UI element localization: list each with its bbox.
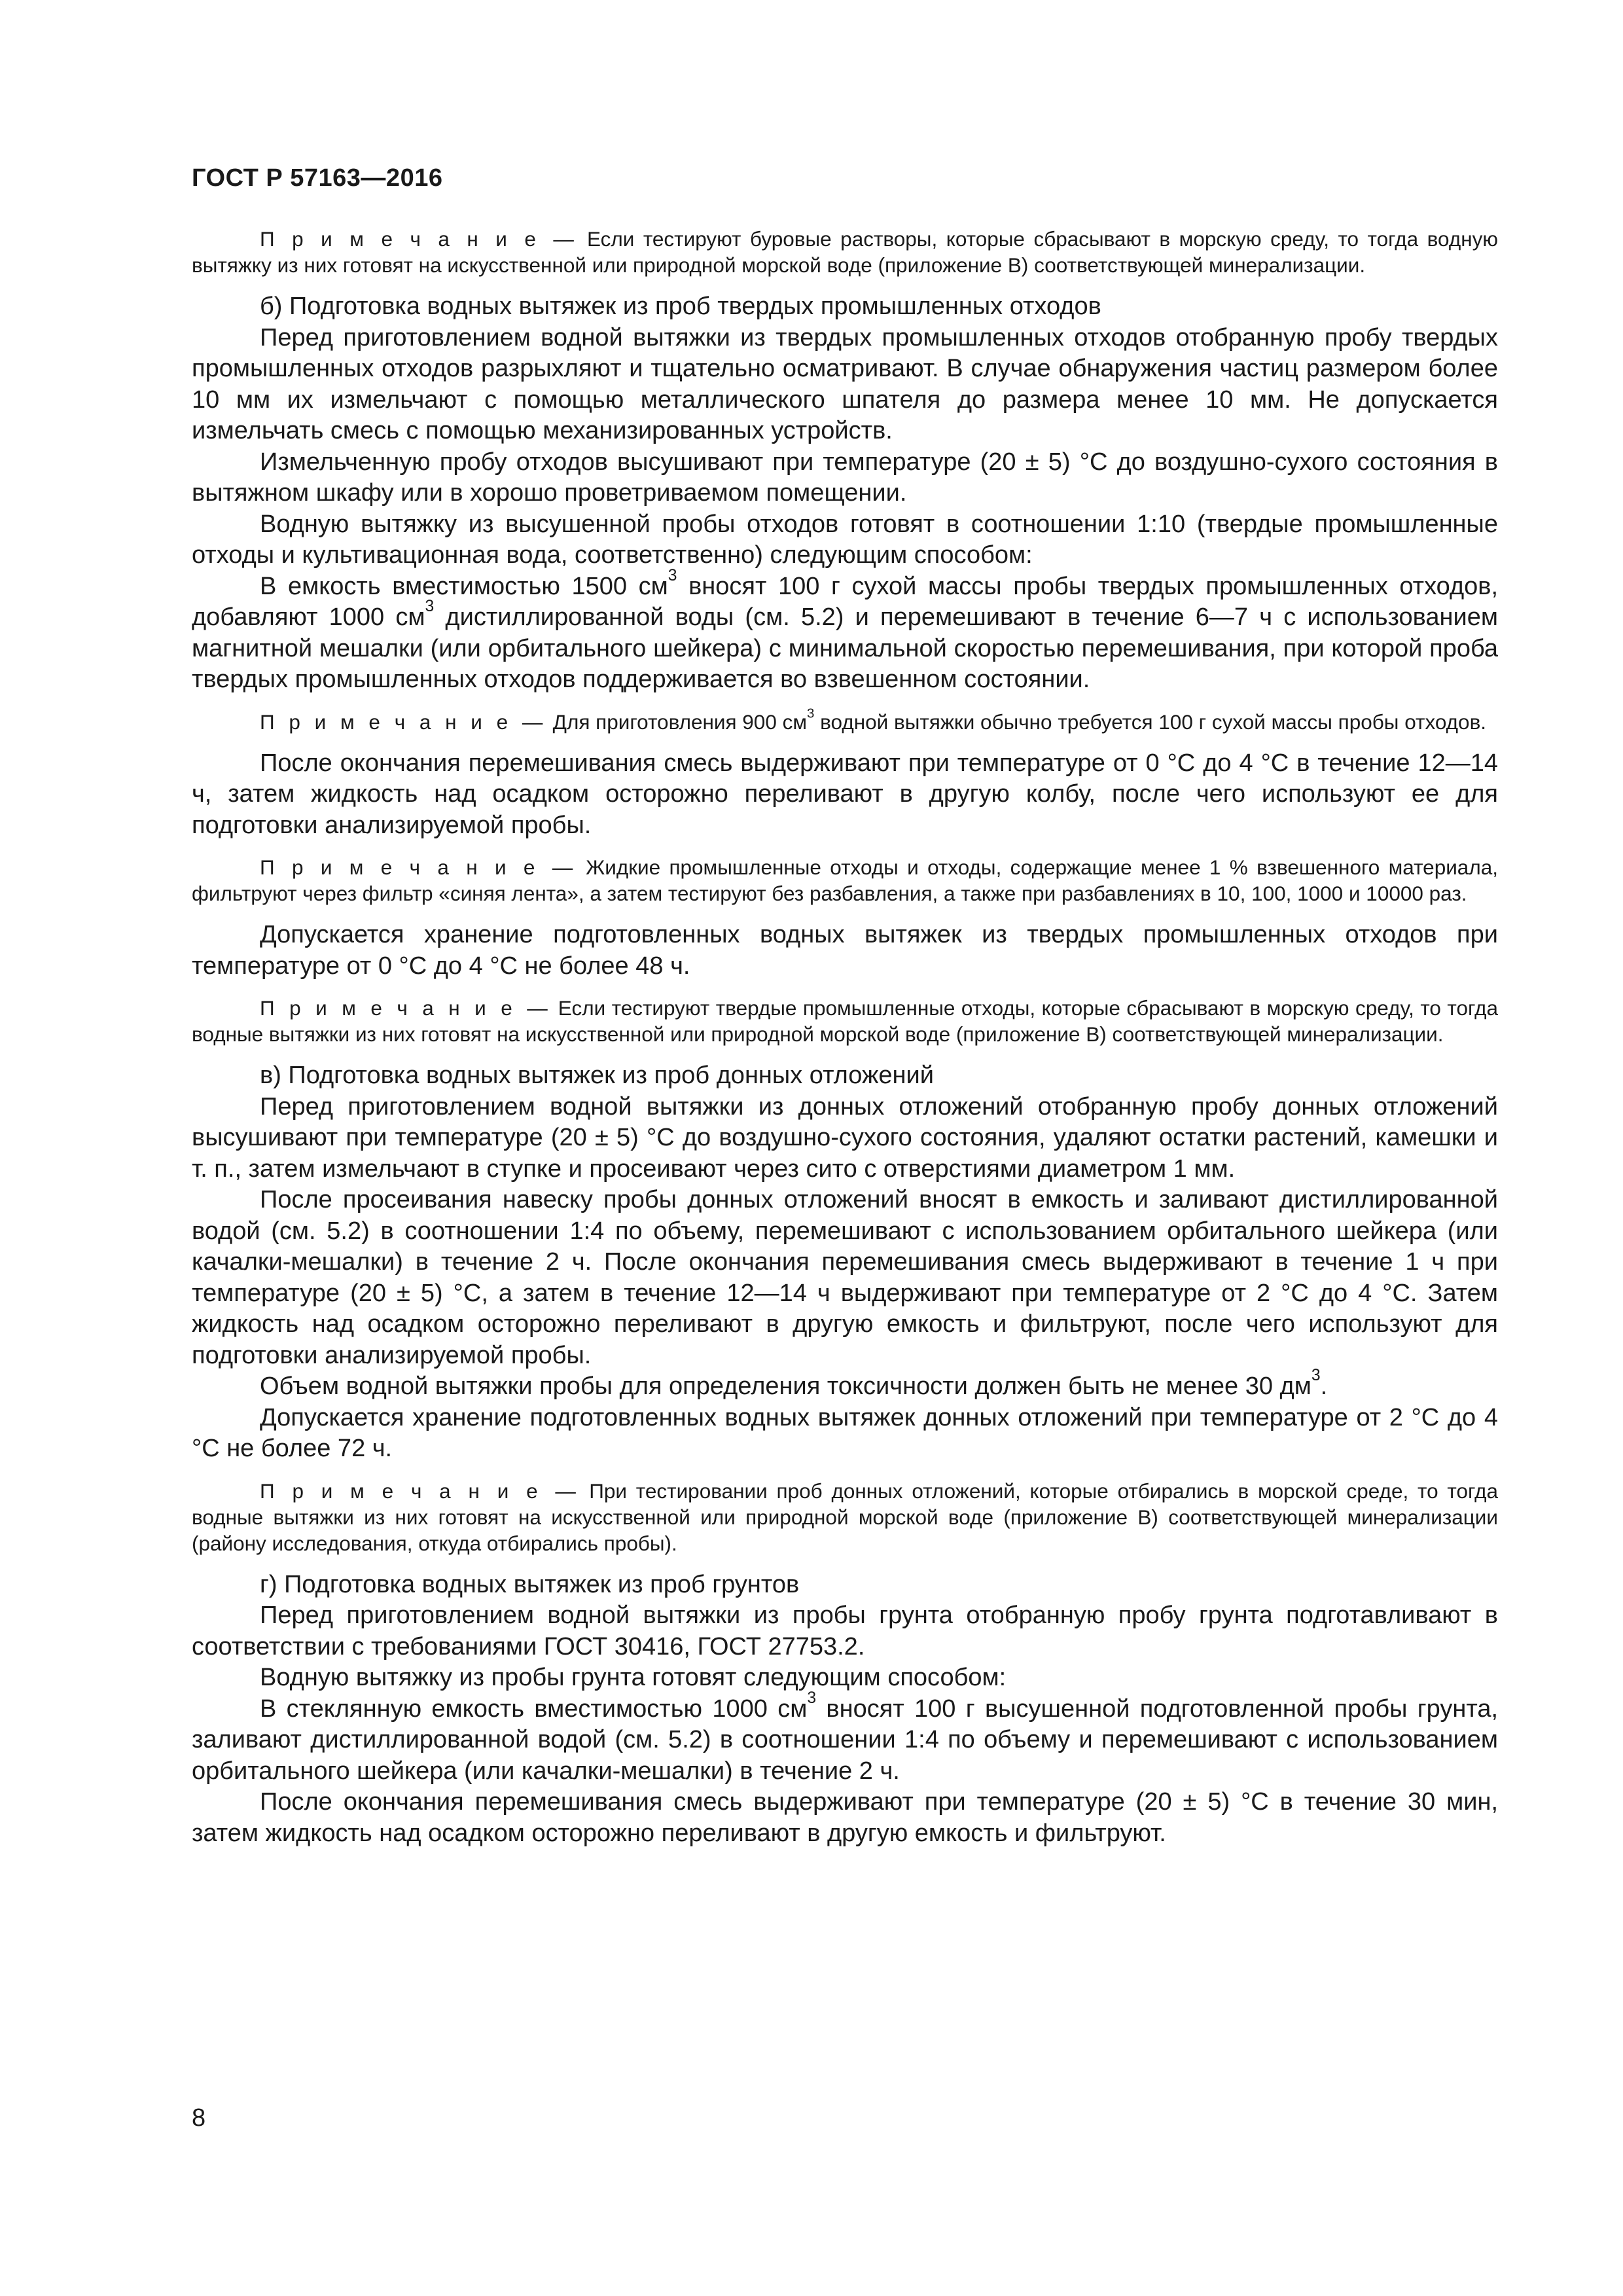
paragraph: Измельченную пробу отходов высушивают при температуре (20 ± 5) °С до воздушно-сухого состояния в вытяжном шкафу или в хорошо проветриваемом помещении. xyxy=(192,448,1498,507)
note-text: Если тестируют буровые растворы, которые сбрасывают в морскую среду, то тогда водную вытяжку из них готовят на искусственной или природной морской воде (приложение В) соответствующей минерализации. xyxy=(192,227,1498,277)
text-run: . xyxy=(1320,1372,1328,1400)
note-text: При тестировании проб донных отложений, которые отбирались в морской среде, то тогда водные вытяжки из них готовят на искусственной или природной морской воде (приложение В) соответствующей минерализации (району исследования, откуда отбирались пробы). xyxy=(192,1479,1498,1555)
section-g-heading: г) Подготовка водных вытяжек из проб грунтов xyxy=(260,1570,800,1598)
note-text: Если тестируют твердые промышленные отходы, которые сбрасывают в морскую среду, то тогда водные вытяжки из них готовят на искусственной или природной морской воде (приложение В) соответствующей минерализации. xyxy=(192,996,1498,1046)
text-run: Объем водной вытяжки пробы для определения токсичности должен быть не менее 30 дм xyxy=(260,1372,1311,1400)
paragraph: Водную вытяжку из высушенной пробы отходов готовят в соотношении 1:10 (твердые промышленные отходы и культивационная вода, соответственно) следующим способом: xyxy=(192,510,1498,569)
text-run: Для приготовления 900 см xyxy=(552,709,807,734)
paragraph xyxy=(192,1689,1499,1787)
text-run: В стеклянную емкость вместимостью 1000 см xyxy=(260,1695,808,1723)
paragraph: Перед приготовлением водной вытяжки из твердых промышленных отходов отобранную пробу твердых промышленных отходов разрыхляют и тщательно осматривают. В случае обнаружения частиц размером более 10 мм их измельчают с помощью металлического шпателя до размера менее 10 мм. Не допускается измельчать смесь с помощью механизированных устройств. xyxy=(192,323,1498,444)
note-label: П р и м е ч а н и е — xyxy=(260,709,547,734)
paragraph: После окончания перемешивания смесь выдерживают при температуре (20 ± 5) °С в течение 30 мин, затем жидкость над осадком осторожно переливают в другую емкость и фильтруют. xyxy=(192,1788,1498,1847)
superscript: 3 xyxy=(425,598,435,616)
paragraph xyxy=(192,1367,1498,1403)
text-run: водной вытяжки обычно требуется 100 г сухой массы пробы отходов. xyxy=(814,709,1487,734)
note-drilling-fluids xyxy=(192,226,1498,278)
document-header: ГОСТ Р 57163—2016 xyxy=(192,164,443,192)
text-run: вносят 100 г сухой массы пробы твердых промышленных отходов, добавляют 1000 см xyxy=(192,572,1499,631)
paragraph: Допускается хранение подготовленных водных вытяжек из твердых промышленных отходов при температуре от 0 °С до 4 °С не более 48 ч. xyxy=(192,921,1498,980)
paragraph: После просеивания навеску пробы донных отложений вносят в емкость и заливают дистиллированной водой (см. 5.2) в соотношении 1:4 по объему, перемешивают с использованием орбитального шейкера (или качалки-мешалки) в течение 2 ч. После окончания перемешивания смесь выдерживают в течение 1 ч при температуре (20 ± 5) °С, а затем в течение 12—14 ч выдерживают при температуре от 2 °С до 4 °С. Затем жидкость над осадком осторожно переливают в другую емкость и фильтруют, после чего используют для подготовки анализируемой пробы. xyxy=(192,1186,1498,1369)
note-label: П р и м е ч а н и е — xyxy=(260,855,577,879)
note-marine-waste xyxy=(192,995,1498,1047)
paragraph: Допускается хранение подготовленных водных вытяжек донных отложений при температуре от 2 °С до 4 °С не более 72 ч. xyxy=(192,1403,1498,1462)
note-text: Жидкие промышленные отходы и отходы, содержащие менее 1 % взвешенного материала, фильтруют через фильтр «синяя лента», а затем тестируют без разбавления, а также при разбавлениях в 10, 100, 1000 и 10000 раз. xyxy=(192,855,1498,905)
text-run: вносят 100 г высушенной подготовленной пробы грунта, заливают дистиллированной водой (см. 5.2) в соотношении 1:4 по объему и перемешивают с использованием орбитального шейкера (или качалки-мешалки) в течение 2 ч. xyxy=(192,1695,1499,1785)
note-label: П р и м е ч а н и е — xyxy=(260,996,552,1020)
paragraph: После окончания перемешивания смесь выдерживают при температуре от 0 °С до 4 °С в течение 12—14 ч, затем жидкость над осадком осторожно переливают в другую колбу, после чего используют ее для подготовки анализируемой пробы. xyxy=(192,749,1498,839)
superscript: 3 xyxy=(1311,1367,1321,1385)
paragraph: Водную вытяжку из пробы грунта готовят следующим способом: xyxy=(260,1664,1007,1691)
section-v-heading: в) Подготовка водных вытяжек из проб донных отложений xyxy=(260,1062,934,1089)
paragraph: Перед приготовлением водной вытяжки из пробы грунта отобранную пробу грунта подготавливают в соответствии с требованиями ГОСТ 30416, ГОСТ 27753.2. xyxy=(192,1602,1498,1660)
note-label: П р и м е ч а н и е — xyxy=(260,1479,580,1503)
paragraph xyxy=(192,566,1499,696)
note-label: П р и м е ч а н и е — xyxy=(260,227,579,251)
note-extract-volume xyxy=(192,706,1498,735)
text-run: дистиллированной воды (см. 5.2) и перемешивают в течение 6—7 ч с использованием магнитной мешалки (или орбитального шейкера) с минимальной скоростью перемешивания, при которой проба твердых промышленных отходов поддерживается во взвешенном состоянии. xyxy=(192,603,1498,693)
superscript: 3 xyxy=(807,706,815,721)
superscript: 3 xyxy=(807,1689,817,1707)
paragraph: Перед приготовлением водной вытяжки из донных отложений отобранную пробу донных отложений высушивают при температуре (20 ± 5) °С до воздушно-сухого состояния, удаляют остатки растений, камешки и т. п., затем измельчают в ступке и просеивают через сито с отверстиями диаметром 1 мм. xyxy=(192,1092,1498,1183)
section-b-heading: б) Подготовка водных вытяжек из проб твердых промышленных отходов xyxy=(260,293,1101,320)
text-run: В емкость вместимостью 1500 см xyxy=(260,572,668,600)
superscript: 3 xyxy=(668,566,677,584)
page-content xyxy=(192,226,1498,1849)
note-liquid-waste xyxy=(192,854,1498,906)
page-number: 8 xyxy=(192,2104,206,2132)
note-marine-sediments xyxy=(192,1478,1498,1556)
